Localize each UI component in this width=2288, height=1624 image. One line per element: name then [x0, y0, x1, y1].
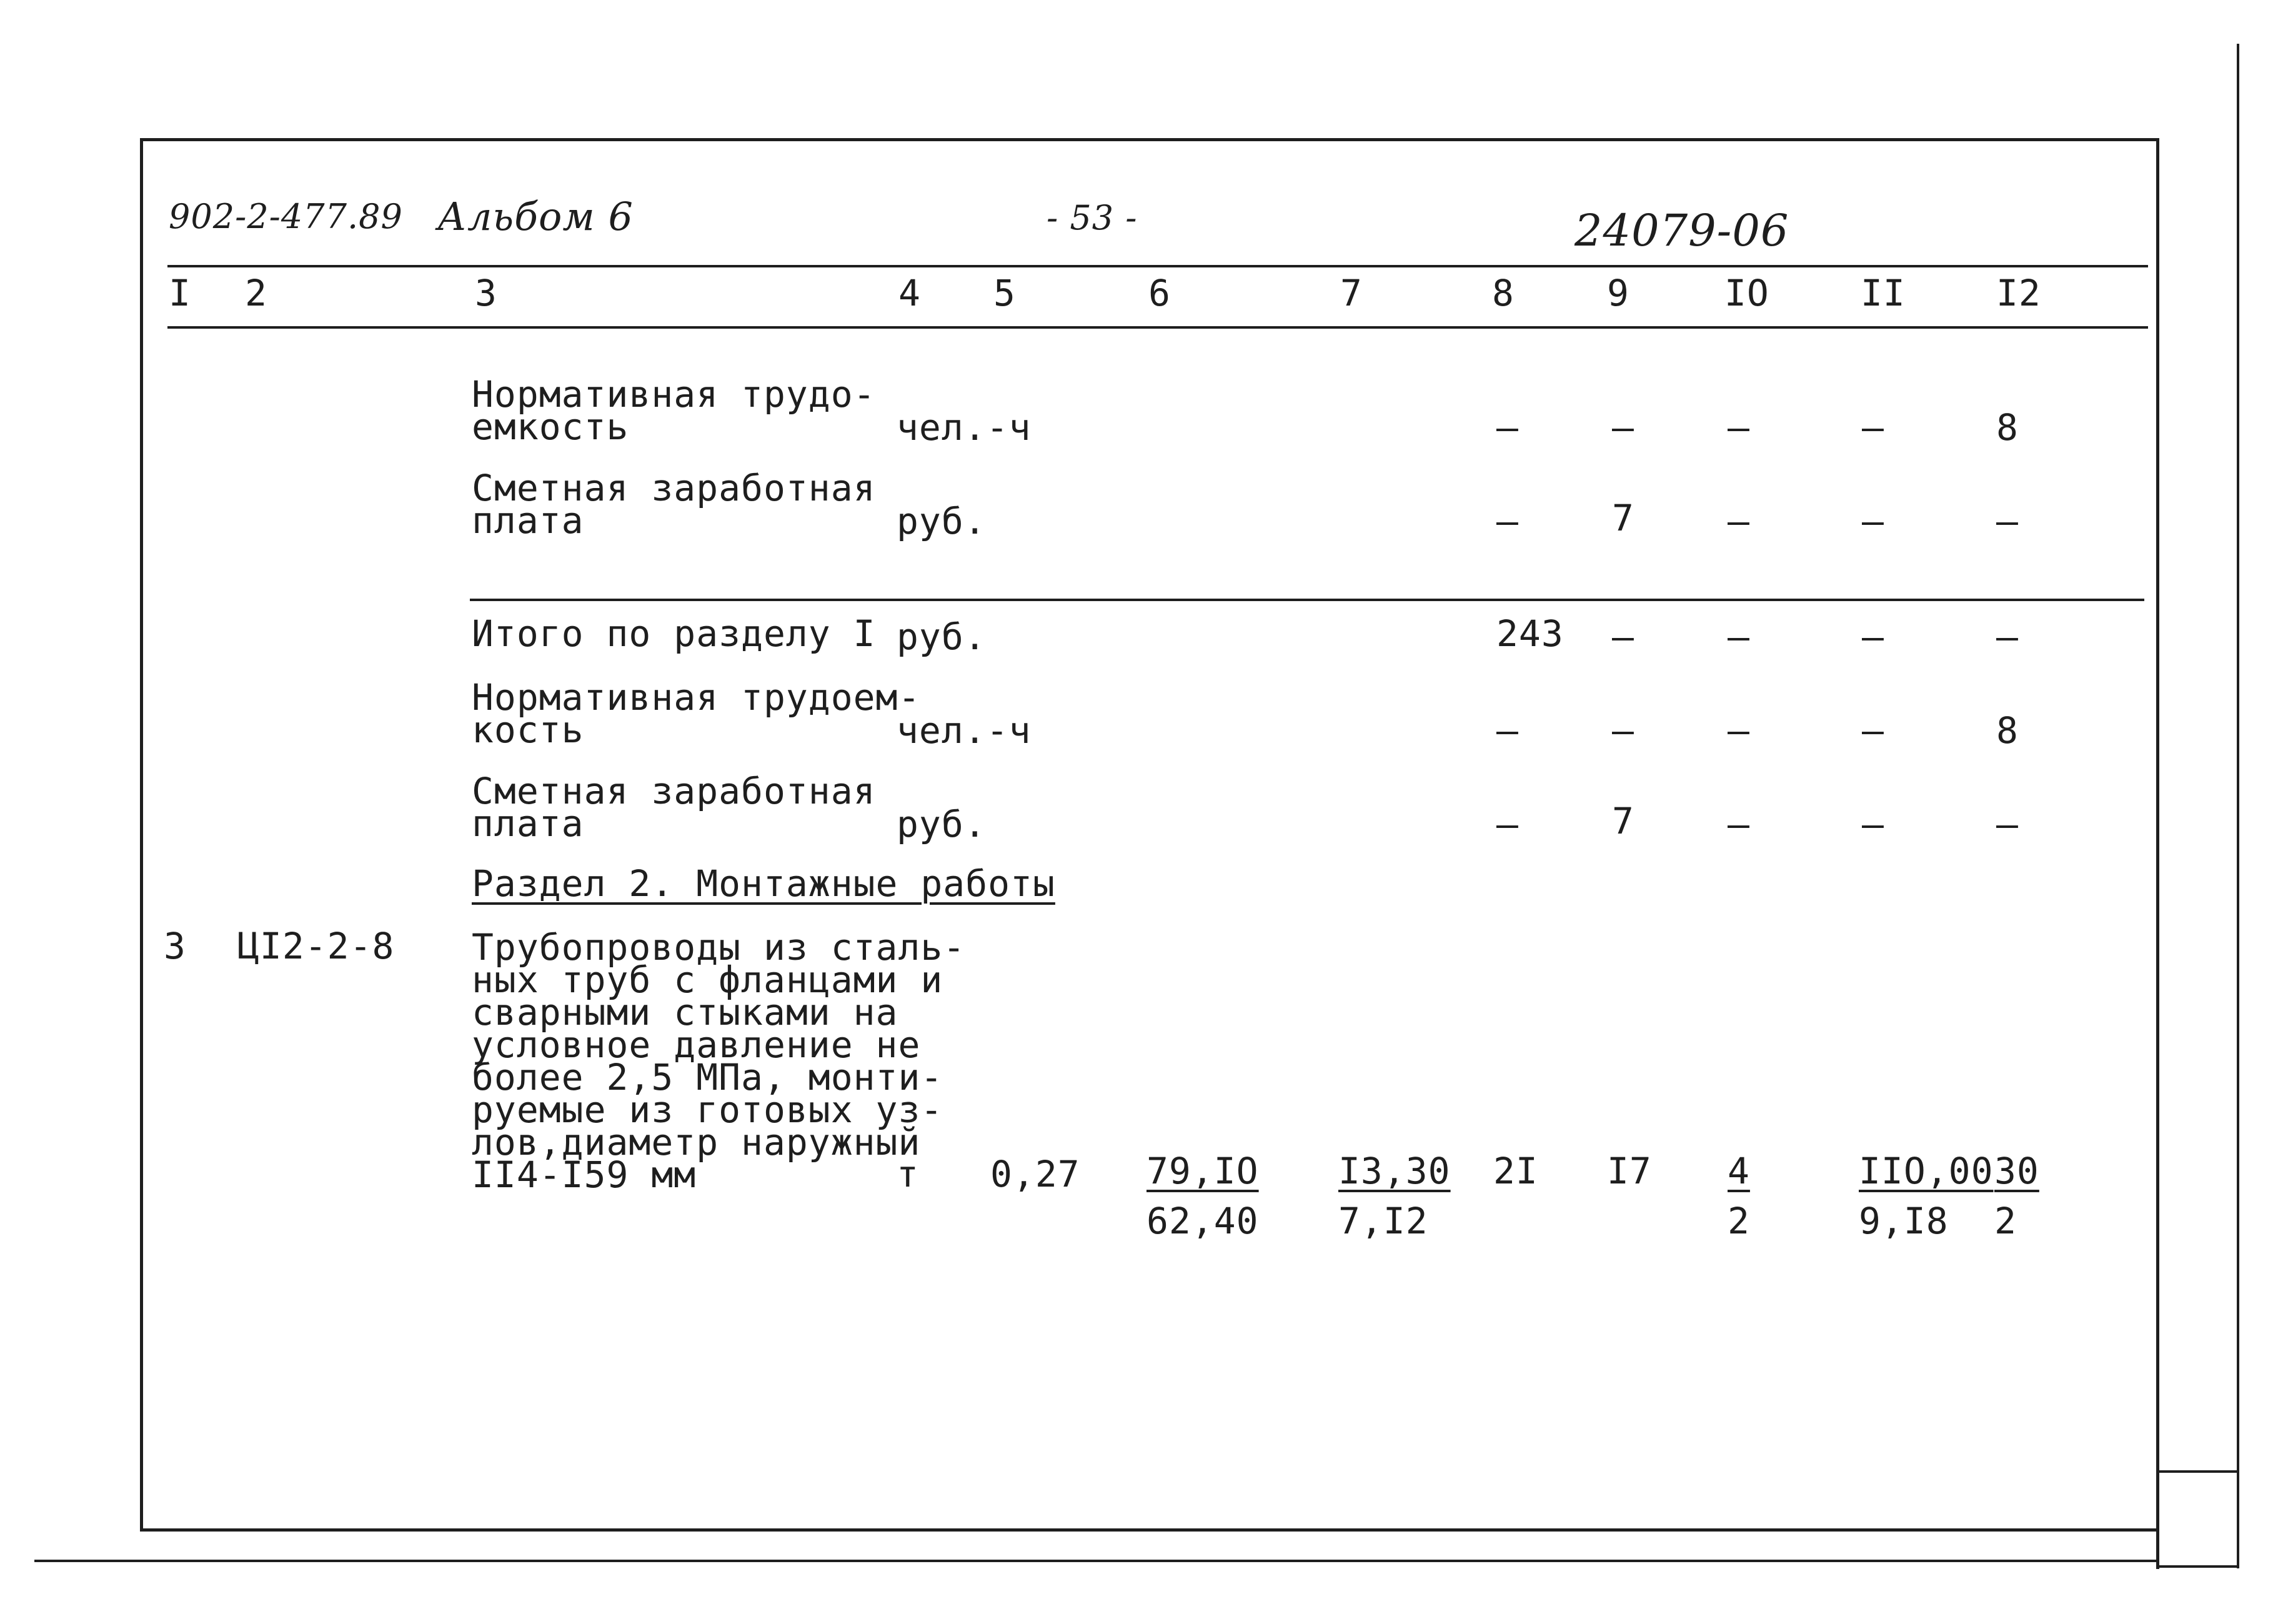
row5-c8: – — [1496, 803, 1518, 845]
row1-c10: – — [1728, 406, 1749, 449]
item-number: 3 — [164, 925, 186, 967]
row2-c11: – — [1862, 500, 1884, 542]
col-header-6: 6 — [1148, 272, 1171, 314]
stamp-top — [2156, 1470, 2237, 1473]
item-c11-top: IIO,00 — [1859, 1150, 1994, 1192]
frame-right — [2156, 138, 2159, 1569]
item-c12-top: 30 — [1994, 1150, 2039, 1192]
item-c7-bottom: 7,I2 — [1338, 1200, 1428, 1242]
page-number: - 53 - — [1047, 198, 1138, 237]
item-c12-bottom: 2 — [1994, 1200, 2017, 1242]
row5-description: Сметная заработная плата — [472, 770, 876, 845]
col-header-11: II — [1861, 272, 1906, 314]
frame-bottom — [140, 1528, 2158, 1532]
row1-c9: – — [1612, 406, 1634, 449]
col-header-4: 4 — [898, 272, 921, 314]
row2-unit: руб. — [897, 500, 987, 542]
row5-unit: руб. — [897, 803, 987, 845]
item-c6-bottom: 62,40 — [1146, 1200, 1259, 1242]
row4-c11: – — [1862, 709, 1884, 752]
item-description: Трубопроводы из сталь- ных труб с фланцами и сварными стыками на условное давление не более 2,5 МПа, монти- руемые из готовых уз- лов,диаметр наружный II4-I59 мм — [472, 926, 966, 1196]
row4-c9: – — [1612, 709, 1634, 752]
col-header-1: I — [169, 272, 191, 314]
item-c6-top: 79,IO — [1146, 1150, 1259, 1192]
stamp-bottom — [2156, 1565, 2237, 1568]
row1-c8: – — [1496, 406, 1518, 449]
sheet-code: 24079-06 — [1574, 205, 1789, 256]
col-header-7: 7 — [1340, 272, 1363, 314]
row3-c10: – — [1728, 615, 1749, 658]
item-quantity: 0,27 — [990, 1153, 1080, 1195]
row2-c10: – — [1728, 500, 1749, 542]
item-code: ЦI2-2-8 — [237, 925, 395, 967]
row4-c8: – — [1496, 709, 1518, 752]
row5-c9: 7 — [1612, 800, 1634, 842]
row4-c12: 8 — [1996, 709, 2019, 752]
item-c11-bottom: 9,I8 — [1859, 1200, 1949, 1242]
row1-description: Нормативная трудо- емкость — [472, 373, 876, 448]
row2-c9: 7 — [1612, 497, 1634, 539]
row5-c12: – — [1996, 803, 2018, 845]
col-header-5: 5 — [993, 272, 1016, 314]
item-c9: I7 — [1607, 1150, 1652, 1192]
item-c10-bottom: 2 — [1728, 1200, 1750, 1242]
row3-description: Итого по разделу I — [472, 612, 876, 655]
item-unit: т — [897, 1153, 919, 1195]
item-c10-top: 4 — [1728, 1150, 1750, 1192]
row1-c12: 8 — [1996, 406, 2019, 449]
bottom-page-line — [34, 1560, 2159, 1562]
doc-code: 902-2-477.89 — [169, 197, 403, 236]
row3-c11: – — [1862, 615, 1884, 658]
col-header-3: 3 — [475, 272, 497, 314]
section-divider — [470, 599, 2144, 601]
row2-c8: – — [1496, 500, 1518, 542]
row3-c12: – — [1996, 615, 2018, 658]
item-c7-top: I3,30 — [1338, 1150, 1451, 1192]
row3-unit: руб. — [897, 615, 987, 658]
row1-c11: – — [1862, 406, 1884, 449]
row4-description: Нормативная трудоем- кость — [472, 676, 921, 751]
section-title: Раздел 2. Монтажные работы — [472, 862, 1055, 905]
sheet-right-edge — [2237, 44, 2239, 1568]
row5-c10: – — [1728, 803, 1749, 845]
col-header-12: I2 — [1996, 272, 2041, 314]
col-header-9: 9 — [1607, 272, 1629, 314]
frame-top — [141, 138, 2159, 141]
frame-left — [140, 138, 143, 1532]
row5-c11: – — [1862, 803, 1884, 845]
header-rule-bottom — [167, 326, 2148, 329]
row4-c10: – — [1728, 709, 1749, 752]
col-header-10: IO — [1724, 272, 1769, 314]
col-header-2: 2 — [245, 272, 267, 314]
item-c8: 2I — [1493, 1150, 1538, 1192]
row4-unit: чел.-ч — [897, 709, 1032, 752]
header-rule-top — [167, 265, 2148, 267]
row3-c9: – — [1612, 615, 1634, 658]
row2-c12: – — [1996, 500, 2018, 542]
row1-unit: чел.-ч — [897, 406, 1032, 449]
row2-description: Сметная заработная плата — [472, 467, 876, 542]
album-label: Альбом 6 — [437, 194, 634, 239]
col-header-8: 8 — [1492, 272, 1515, 314]
row3-c8: 243 — [1496, 612, 1564, 655]
